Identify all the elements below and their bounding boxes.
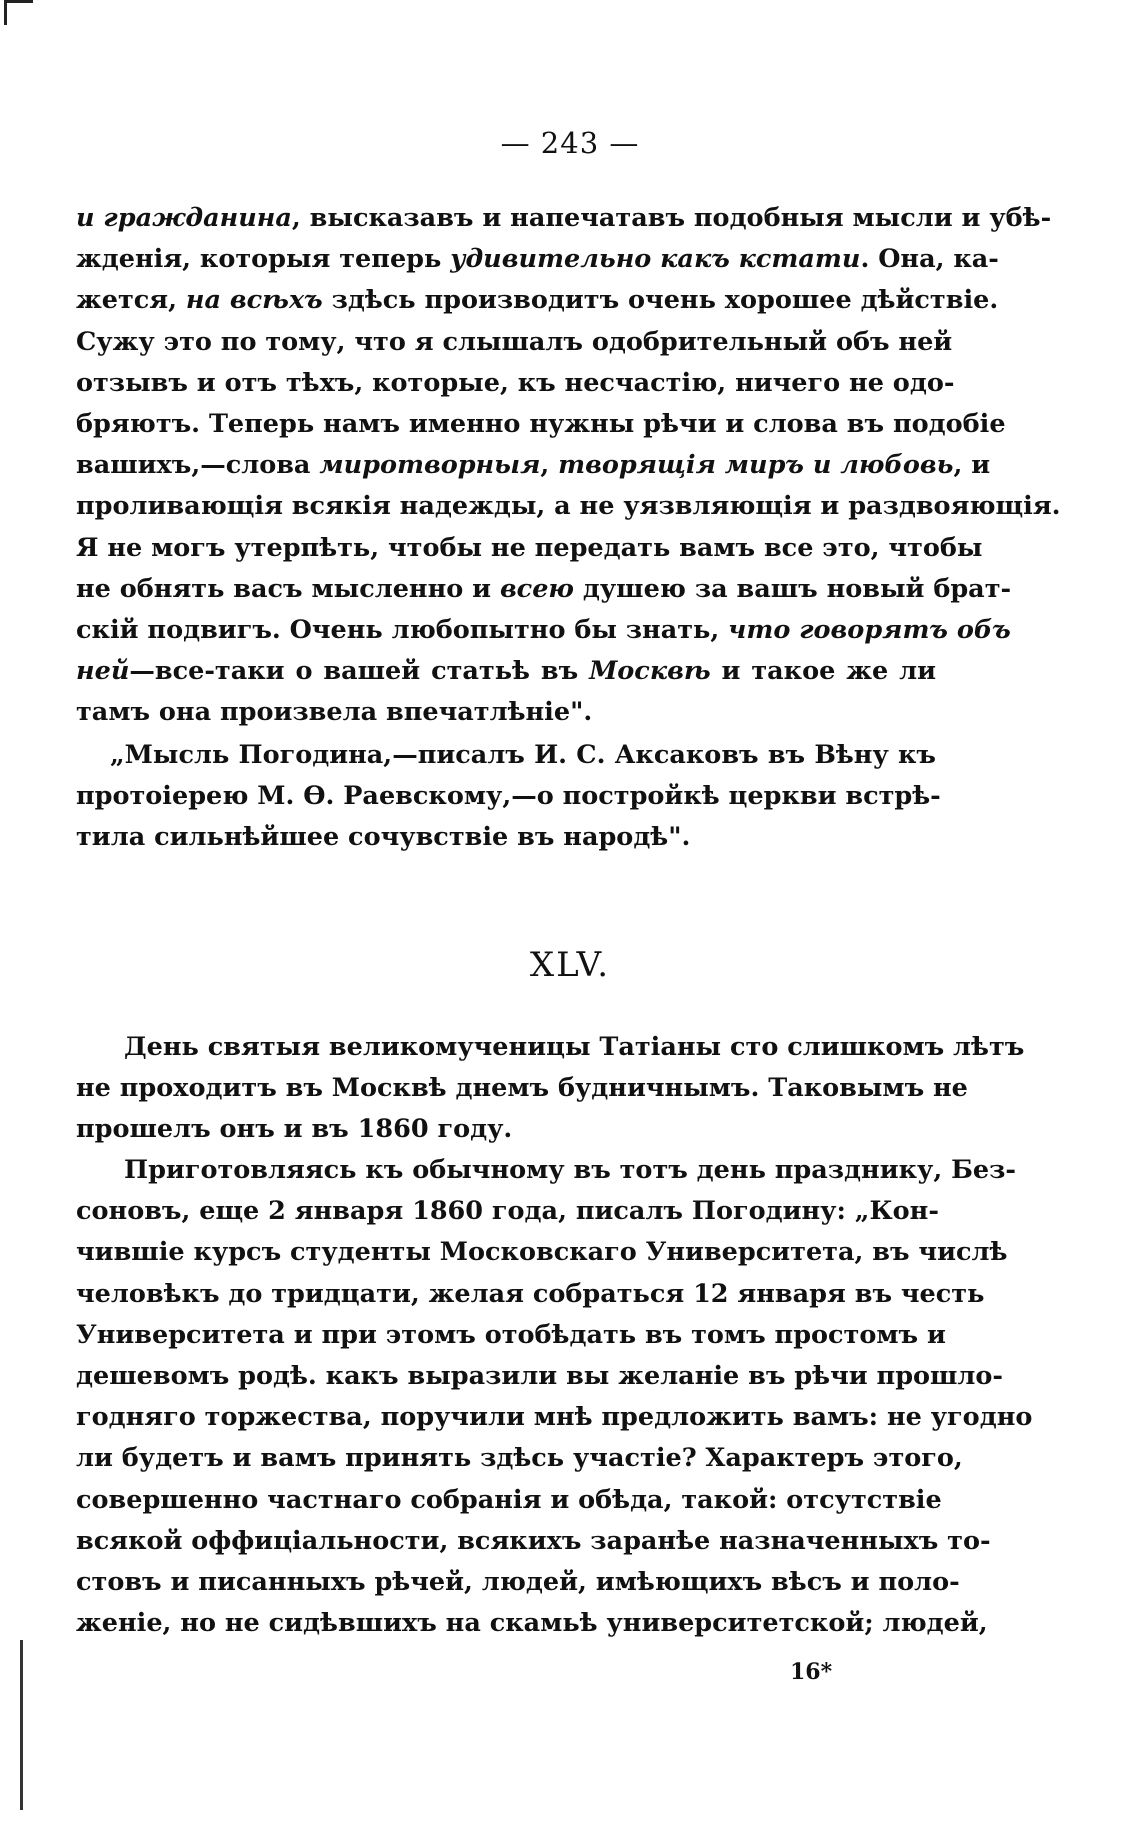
text-span: жденія, которыя теперь [76,244,451,275]
text-line [76,1603,988,1644]
text-span: проливающія всякія надежды, а не уязвляющія и раздвояющія. [76,491,1061,522]
text-span: соновъ, еще 2 января 1860 года, писалъ Погодину: „Кон- [76,1196,939,1227]
text-line [76,1232,1008,1273]
text-span: , высказавъ и напечатавъ подобныя мысли и убѣ- [291,203,1052,233]
text-span: отзывъ и отъ тѣхъ, которые, къ несчастію, ничего не одо- [76,367,955,398]
text-line [76,239,999,280]
text-line [76,569,1012,610]
italic-text: Москвѣ [589,656,711,687]
chapter-heading: XLV. [529,945,611,985]
text-span: душею за вашъ новый брат- [573,573,1012,604]
paragraph-2 [76,735,941,859]
text-span: протоіерею М. Ѳ. Раевскому,—о постройкѣ церкви встрѣ- [76,781,941,812]
text-span: ли будетъ и вамъ принять здѣсь участіе? Характеръ этого, [76,1443,963,1474]
printer-signature: 16* [790,1659,833,1685]
text-line [76,404,1006,445]
text-span: всякой оффиціальности, всякихъ заранѣе назначенныхъ то- [76,1525,991,1556]
paragraph-3 [76,1027,1025,1151]
text-span: человѣкъ до тридцати, желая собраться 12 января въ честь [76,1278,985,1309]
text-span: тила сильнѣйшее сочувствіе въ народѣ". [76,822,691,853]
text-span: День святыя великомученицы Татіаны сто слишкомъ лѣтъ [124,1032,1025,1062]
text-line [76,1191,939,1232]
text-span: здѣсь производитъ очень хорошее дѣйствіе. [322,285,999,316]
text-span: вашихъ,—слова [76,450,320,481]
text-line [76,1562,960,1603]
text-line [76,1150,1016,1191]
text-line [76,610,1011,651]
text-line [76,1027,1025,1068]
text-span: не проходитъ въ Москвѣ днемъ будничнымъ. Таковымъ не [76,1073,968,1104]
text-line [76,651,936,692]
italic-text: творящія миръ и любовь [558,450,954,481]
text-line [76,322,953,363]
text-span: , [540,450,559,481]
text-span: годняго торжества, поручили мнѣ предложить вамъ: не угодно [76,1402,1033,1433]
italic-text: удивительно какъ кстати [450,244,861,275]
paragraph-1 [76,198,1061,733]
text-line [76,486,1061,527]
italic-text: миротворныя [319,450,541,481]
text-span: , и [953,450,991,481]
text-line [76,1438,963,1479]
text-span: дешевомъ родѣ. какъ выразили вы желаніе въ рѣчи прошло- [76,1360,1004,1391]
page-edge-mark [20,1640,23,1810]
text-span: Приготовляясь къ обычному въ тотъ день празднику, Без- [124,1155,1016,1185]
text-line [76,1397,1033,1438]
text-line [76,1480,942,1521]
italic-text: и гражданина [76,203,292,233]
text-line [76,528,983,569]
text-span: „Мысль Погодина,—писалъ И. С. Аксаковъ въ Вѣну къ [110,740,936,770]
text-span: жется, [76,285,186,316]
text-span: чившіе курсъ студенты Московскаго Университета, въ числѣ [76,1237,1008,1268]
text-line [76,198,1052,239]
text-line [76,363,955,404]
text-span: бряютъ. Теперь намъ именно нужны рѣчи и слова въ подобіе [76,408,1006,439]
text-span: не обнять васъ мысленно и [76,573,500,604]
italic-text: ней [76,656,130,687]
italic-text: на всѣхъ [185,285,323,316]
text-span: скій подвигъ. Очень любопытно бы знать, [76,614,729,645]
text-line [76,1109,936,1150]
italic-text: что говорятъ объ [728,614,1011,645]
text-line [76,776,941,817]
text-span: прошелъ онъ и въ 1860 году. [76,1114,513,1145]
text-span: —все-таки о вашей статьѣ въ [129,656,590,687]
text-line [76,1356,1004,1397]
text-span: совершенно частнаго собранія и обѣда, такой: отсутствіе [76,1484,942,1515]
text-span: Сужу это по тому, что я слышалъ одобрительный объ ней [76,326,953,357]
text-line [76,735,936,776]
text-line [76,1521,991,1562]
text-line [76,692,936,733]
paragraph-4 [76,1150,1033,1644]
text-span: стовъ и писанныхъ рѣчей, людей, имѣющихъ вѣсъ и поло- [76,1566,960,1597]
page-number: — 243 — [500,126,640,160]
text-line [76,1068,968,1109]
text-span: Университета и при этомъ отобѣдать въ томъ простомъ и [76,1319,946,1350]
italic-text: всею [499,573,574,604]
text-line [76,817,936,858]
text-span: тамъ она произвела впечатлѣніе". [76,697,593,728]
text-span: и такое же ли [710,656,936,687]
text-span: . Она, ка- [860,244,999,275]
text-line [76,1274,985,1315]
text-line [76,445,991,486]
text-line [76,280,999,321]
text-span: женіе, но не сидѣвшихъ на скамьѣ университетской; людей, [76,1608,988,1639]
text-line [76,1315,946,1356]
text-span: Я не могъ утерпѣть, чтобы не передать вамъ все это, чтобы [76,532,983,563]
page-corner-mark [4,0,33,25]
